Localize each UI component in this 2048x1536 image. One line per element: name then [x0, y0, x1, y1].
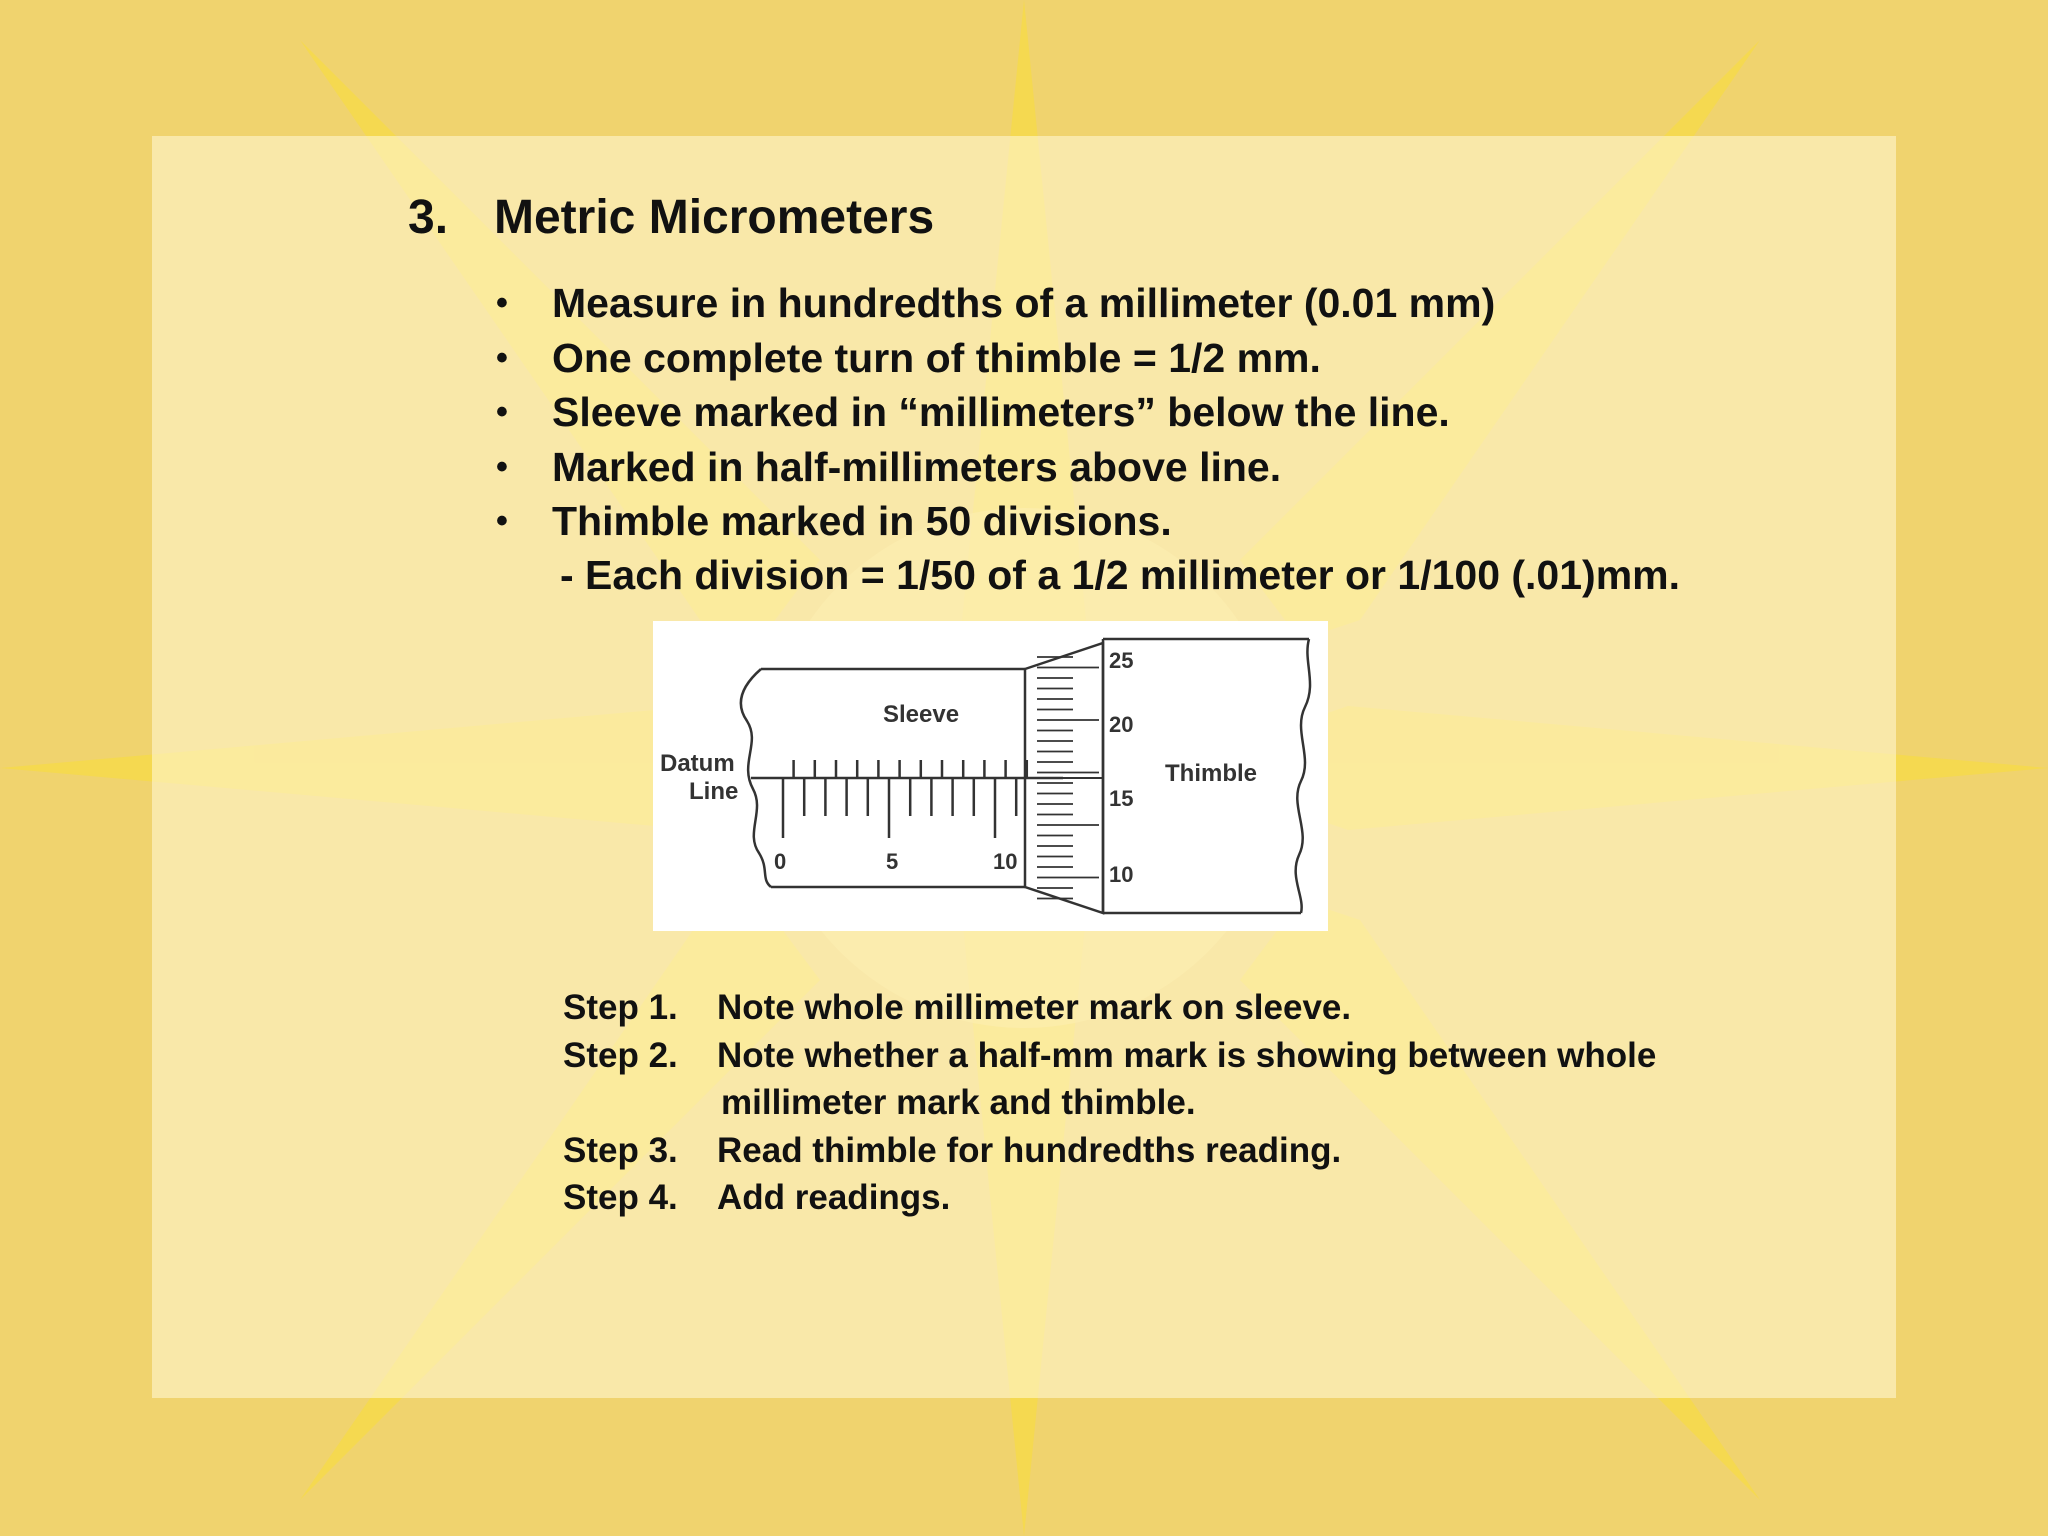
sleeve-label: Sleeve: [883, 701, 960, 728]
bullet-item: [494, 494, 1495, 549]
micrometer-diagram: [653, 621, 1328, 931]
bullet-list: [494, 276, 1495, 549]
step-text: millimeter mark and thimble.: [721, 1083, 1196, 1122]
datum-label-line: Line: [689, 778, 739, 805]
bullet-text: Sleeve marked in “millimeters” below the line.: [552, 389, 1450, 435]
thimble-scale-label: 25: [1109, 648, 1134, 673]
step-text: Note whether a half-mm mark is showing between whole: [717, 1035, 1657, 1075]
datum-label: Datum: [660, 750, 735, 777]
bullet-text: Marked in half-millimeters above line.: [552, 443, 1282, 490]
slide-title: Metric Micrometers: [494, 191, 935, 244]
bullet-dot-icon: •: [496, 284, 508, 322]
slide-number: 3.: [408, 191, 449, 244]
bullet-item: [494, 440, 1495, 495]
step-text: Add readings.: [717, 1178, 951, 1217]
thimble-scale-label: 15: [1109, 786, 1134, 811]
micrometer-diagram-svg: [653, 621, 1328, 931]
bullet-dot-icon: •: [496, 502, 508, 540]
sleeve-scale-label: 10: [993, 849, 1018, 874]
bullet-text: Measure in hundredths of a millimeter (0.01 mm): [552, 280, 1496, 326]
step-label: Step 4.: [563, 1178, 678, 1217]
bullet-text: Thimble marked in 50 divisions.: [552, 498, 1172, 544]
sleeve-scale-label: 0: [774, 849, 787, 874]
bullet-item: [494, 331, 1495, 386]
step-label: Step 2.: [563, 1035, 678, 1075]
thimble-scale-label: 20: [1109, 712, 1134, 737]
bullet-dot-icon: •: [496, 447, 508, 486]
thimble-label: Thimble: [1165, 760, 1258, 787]
step-label: Step 3.: [563, 1130, 678, 1170]
thimble-break-edge: [1296, 639, 1310, 913]
step-label: Step 1.: [563, 988, 678, 1027]
bullet-item: [494, 385, 1495, 440]
division-note: - Each division = 1/50 of a 1/2 millimeter or 1/100 (.01)mm.: [560, 552, 1680, 598]
step-text: Note whole millimeter mark on sleeve.: [717, 988, 1352, 1027]
bullet-item: [494, 276, 1495, 331]
bullet-text: One complete turn of thimble = 1/2 mm.: [552, 334, 1321, 381]
step-text: Read thimble for hundredths reading.: [717, 1130, 1342, 1170]
bullet-dot-icon: •: [496, 338, 508, 377]
sleeve-scale-label: 5: [886, 849, 899, 874]
thimble-scale-label: 10: [1109, 862, 1134, 887]
bullet-dot-icon: •: [496, 393, 508, 431]
